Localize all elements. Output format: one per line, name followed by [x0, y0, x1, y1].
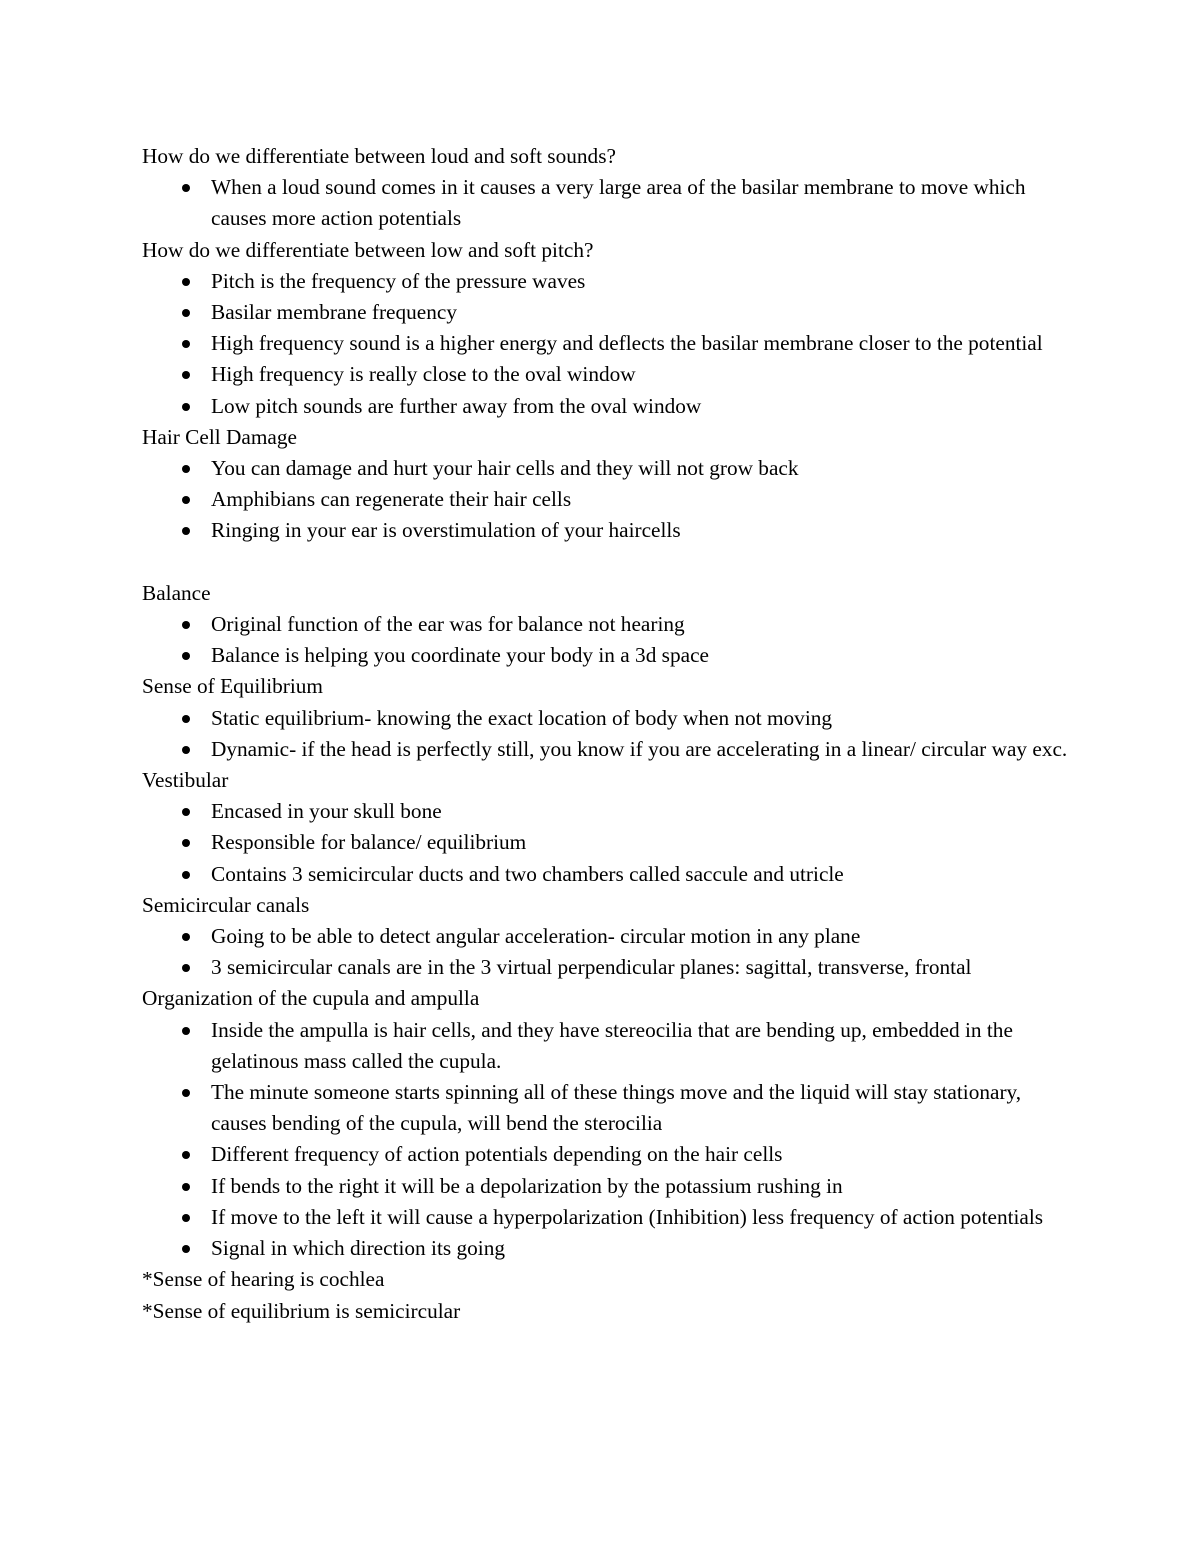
bullet-dot-icon [182, 715, 190, 723]
bullet-dot-icon [182, 746, 190, 754]
bullet-item [142, 921, 1072, 952]
section-heading: Semicircular canals [142, 892, 310, 917]
bullet-list [142, 453, 1072, 547]
bullet-text: Balance is helping you coordinate your body in a 3d space [211, 643, 709, 668]
bullet-item [142, 734, 1072, 765]
bullet-dot-icon [182, 1245, 190, 1253]
section-heading: Balance [142, 580, 211, 605]
bullet-dot-icon [182, 1214, 190, 1222]
section-heading: Sense of Equilibrium [142, 674, 324, 699]
footnote: *Sense of equilibrium is semicircular [142, 1298, 461, 1323]
bullet-dot-icon [182, 933, 190, 941]
bullet-dot-icon [182, 808, 190, 816]
bullet-text: Responsible for balance/ equilibrium [211, 830, 527, 855]
bullet-list [142, 172, 1072, 234]
bullet-text: High frequency sound is a higher energy and deflects the basilar membrane closer to the potential [211, 331, 1043, 356]
bullet-text: Going to be able to detect angular acceleration- circular motion in any plane [211, 924, 861, 949]
bullet-dot-icon [182, 371, 190, 379]
bullet-item [142, 703, 1072, 734]
bullet-list [142, 1015, 1072, 1265]
bullet-text: If bends to the right it will be a depolarization by the potassium rushing in [211, 1173, 843, 1198]
section-heading: How do we differentiate between loud and soft sounds? [142, 144, 616, 168]
bullet-item [142, 609, 1072, 640]
bullet-item [142, 359, 1072, 390]
bullet-item [142, 453, 1072, 484]
bullet-text: Encased in your skull bone [211, 799, 442, 824]
bullet-dot-icon [182, 1027, 190, 1035]
bullet-dot-icon [182, 496, 190, 504]
bullet-item [142, 1077, 1072, 1139]
bullet-dot-icon [182, 1183, 190, 1191]
footnote: *Sense of hearing is cochlea [142, 1267, 385, 1292]
bullet-dot-icon [182, 1151, 190, 1159]
bullet-item [142, 172, 1072, 234]
bullet-text: Amphibians can regenerate their hair cells [211, 487, 572, 512]
bullet-item [142, 297, 1072, 328]
bullet-item [142, 952, 1072, 983]
bullet-text: If move to the left it will cause a hyperpolarization (Inhibition) less frequency of action potentials [211, 1204, 1044, 1229]
bullet-dot-icon [182, 839, 190, 847]
bullet-item [142, 1233, 1072, 1264]
bullet-item [142, 484, 1072, 515]
bullet-text: Inside the ampulla is hair cells, and they have stereocilia that are bending up, embedded in the gelatinous mass called the cupula. [211, 1017, 1013, 1073]
bullet-item [142, 640, 1072, 671]
bullet-item [142, 515, 1072, 546]
bullet-text: Low pitch sounds are further away from the oval window [211, 393, 702, 418]
bullet-item [142, 796, 1072, 827]
bullet-list [142, 609, 1072, 671]
section-heading: How do we differentiate between low and soft pitch? [142, 237, 594, 262]
bullet-item [142, 1171, 1072, 1202]
bullet-dot-icon [182, 340, 190, 348]
bullet-dot-icon [182, 465, 190, 473]
bullet-item [142, 266, 1072, 297]
bullet-dot-icon [182, 278, 190, 286]
section-heading: Hair Cell Damage [142, 424, 297, 449]
bullet-dot-icon [182, 652, 190, 660]
bullet-item [142, 1139, 1072, 1170]
bullet-item [142, 1202, 1072, 1233]
bullet-text: Contains 3 semicircular ducts and two chambers called saccule and utricle [211, 861, 844, 886]
bullet-dot-icon [182, 871, 190, 879]
bullet-text: Original function of the ear was for balance not hearing [211, 612, 685, 637]
bullet-item [142, 859, 1072, 890]
bullet-text: Dynamic- if the head is perfectly still, you know if you are accelerating in a linear/ circular way exc. [211, 736, 1068, 761]
bullet-list [142, 703, 1072, 765]
bullet-text: When a loud sound comes in it causes a very large area of the basilar membrane to move which causes more action potentials [211, 175, 1026, 231]
bullet-list [142, 921, 1072, 983]
bullet-item [142, 391, 1072, 422]
bullet-text: Pitch is the frequency of the pressure waves [211, 268, 586, 293]
bullet-text: You can damage and hurt your hair cells and they will not grow back [211, 456, 799, 481]
bullet-item [142, 827, 1072, 858]
section-heading: Vestibular [142, 768, 229, 793]
bullet-dot-icon [182, 403, 190, 411]
bullet-item [142, 1015, 1072, 1077]
bullet-text: 3 semicircular canals are in the 3 virtual perpendicular planes: sagittal, transverse, frontal [211, 955, 972, 980]
bullet-dot-icon [182, 1089, 190, 1097]
bullet-dot-icon [182, 184, 190, 192]
bullet-list [142, 266, 1072, 422]
bullet-dot-icon [182, 964, 190, 972]
bullet-text: Signal in which direction its going [211, 1236, 505, 1261]
section-heading: Organization of the cupula and ampulla [142, 986, 480, 1011]
bullet-list [142, 796, 1072, 890]
bullet-text: Basilar membrane frequency [211, 300, 457, 325]
bullet-text: Different frequency of action potentials depending on the hair cells [211, 1142, 783, 1167]
bullet-item [142, 328, 1072, 359]
bullet-text: High frequency is really close to the oval window [211, 362, 636, 387]
bullet-dot-icon [182, 527, 190, 535]
bullet-text: Static equilibrium- knowing the exact location of body when not moving [211, 705, 833, 730]
bullet-dot-icon [182, 621, 190, 629]
blank-line [142, 547, 1072, 578]
bullet-dot-icon [182, 309, 190, 317]
bullet-text: Ringing in your ear is overstimulation of your haircells [211, 518, 681, 543]
bullet-text: The minute someone starts spinning all of these things move and the liquid will stay stationary, causes bending of the cupula, will bend the sterocilia [211, 1080, 1022, 1136]
document-body [142, 141, 1072, 1327]
